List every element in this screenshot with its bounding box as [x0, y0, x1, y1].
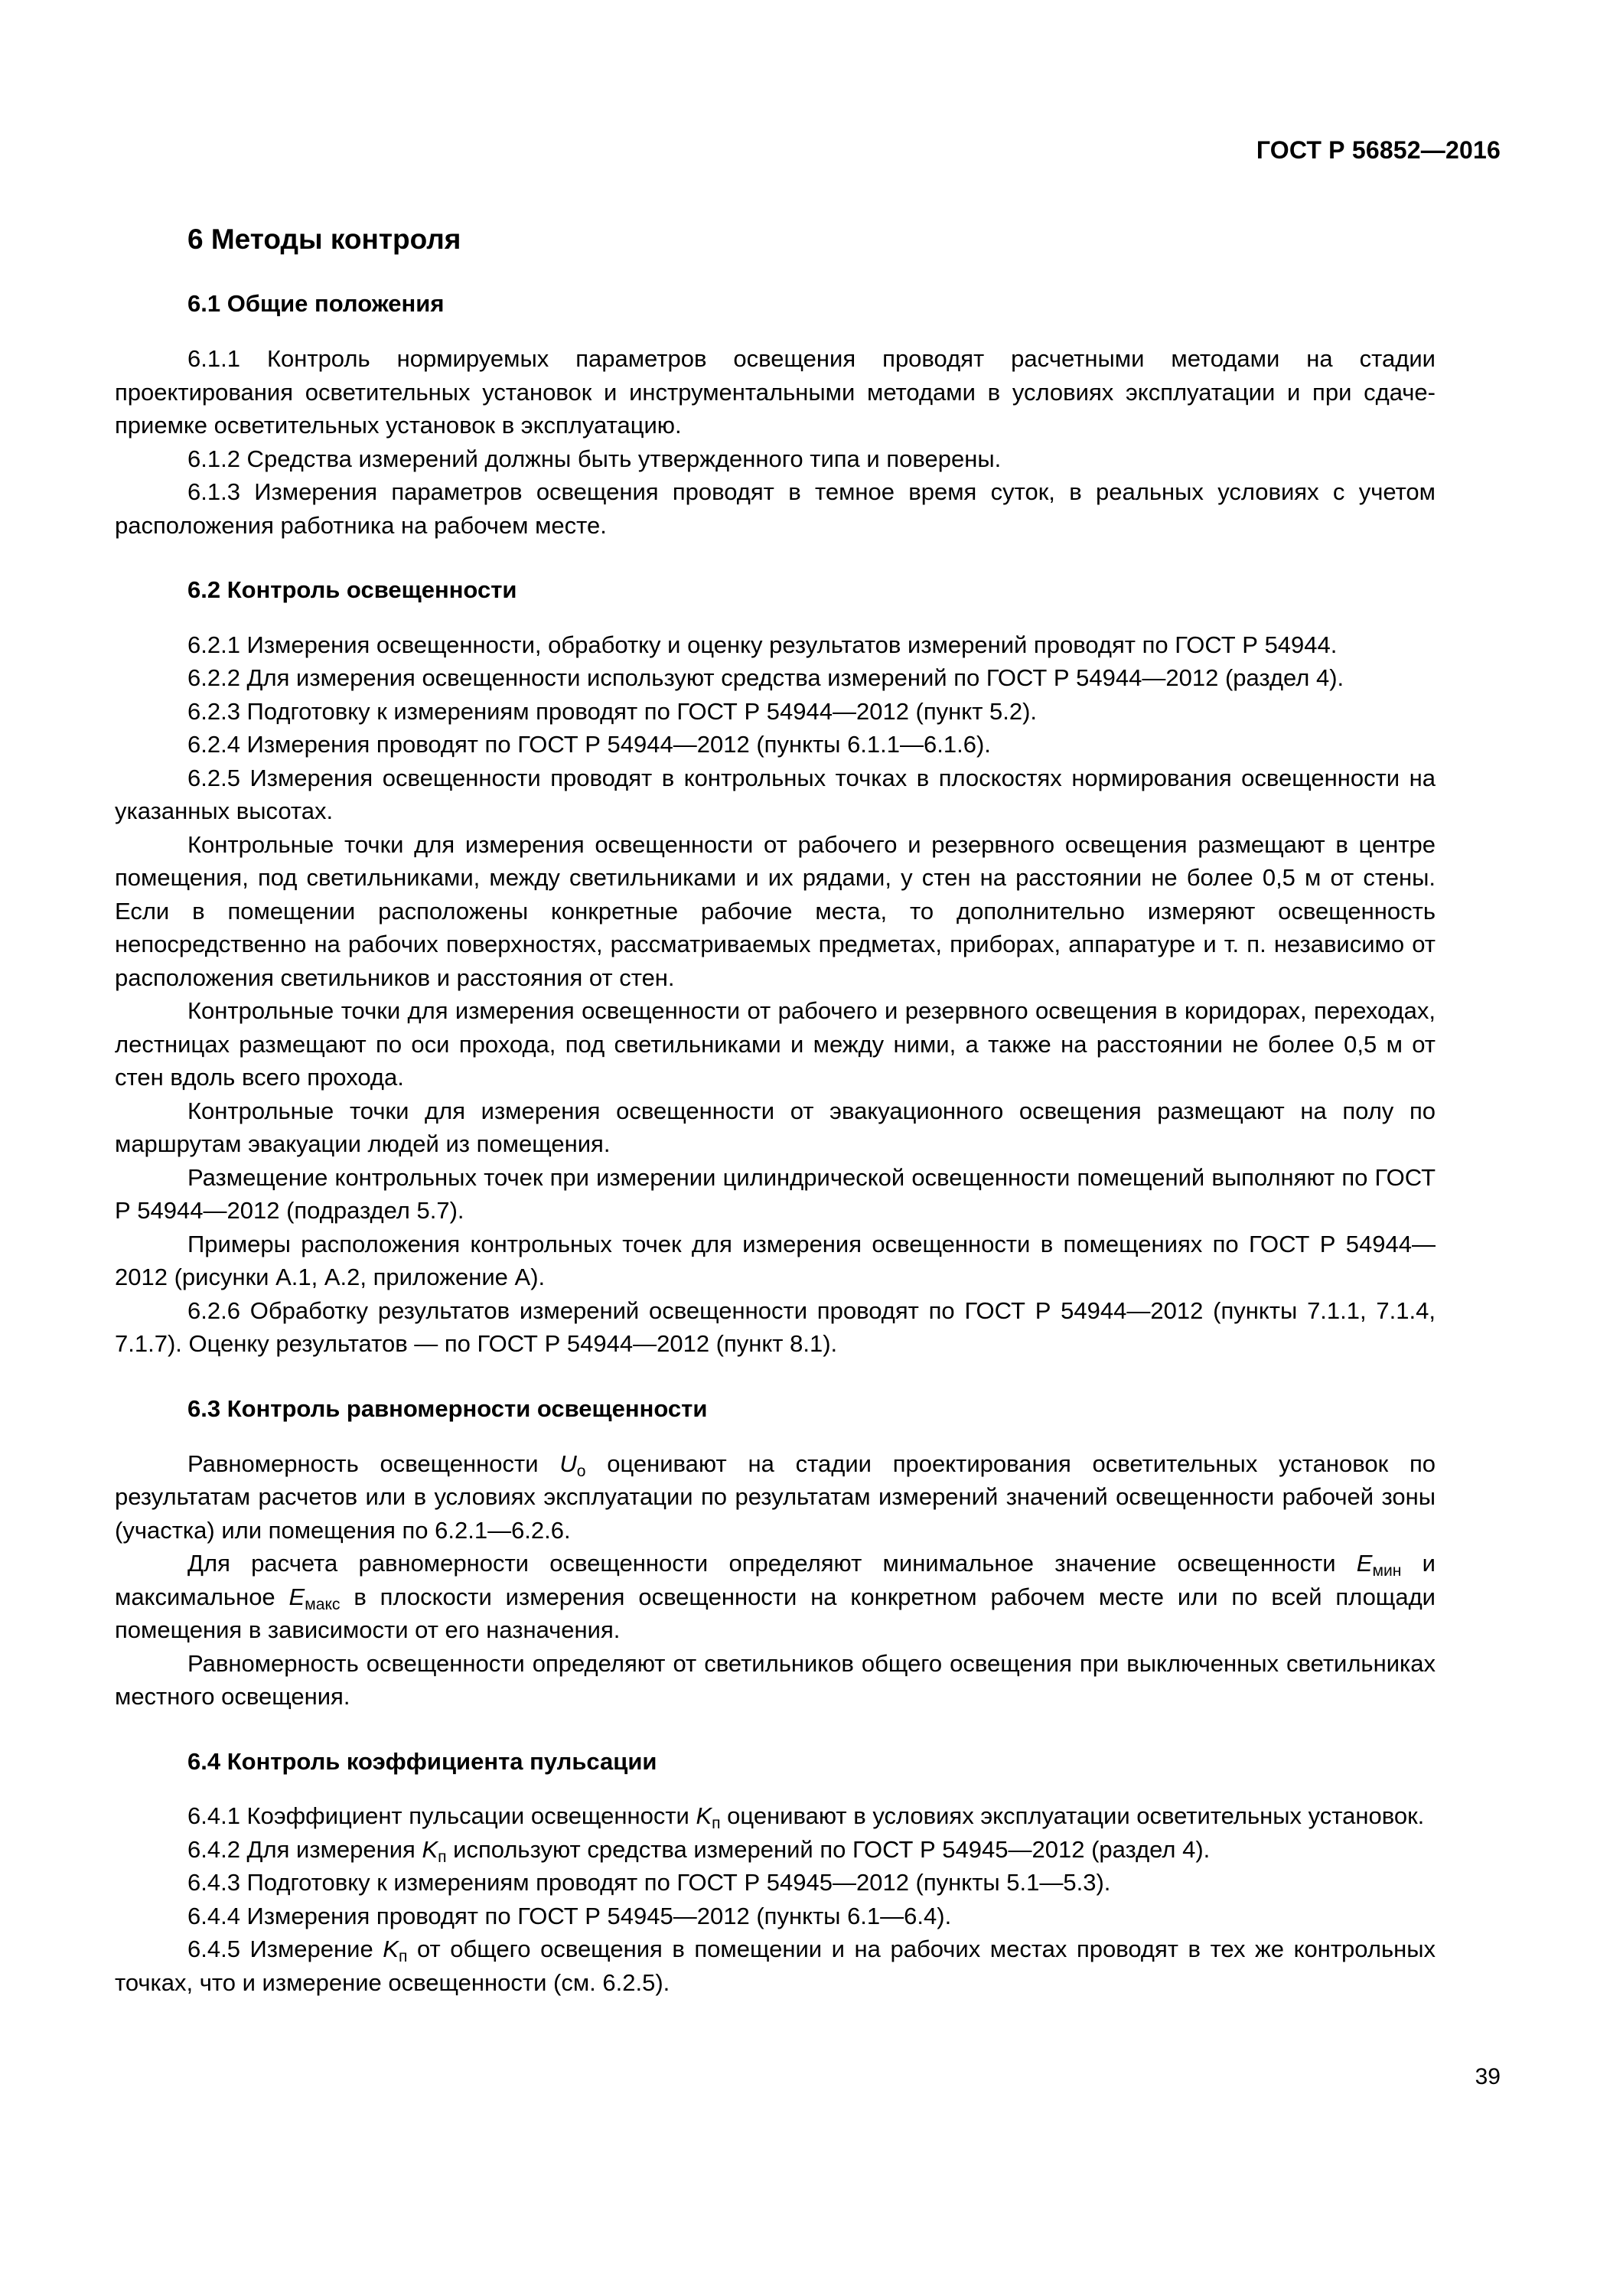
paragraph: Размещение контрольных точек при измерении цилиндрической освещенности помещений выполняют по ГОСТ Р 54944—2012 (подраздел 5.7). — [115, 1163, 1436, 1225]
spacer — [115, 1776, 1436, 1799]
spacer — [115, 1361, 1436, 1394]
page-content — [115, 222, 1436, 1999]
paragraph: 6.1.1 Контроль нормируемых параметров освещения проводят расчетными методами на стадии проектирования осветительных установок и инструментальными методами в условиях эксплуатации и при сдаче-приемке осветительных установок в эксплуатацию. — [115, 345, 1436, 439]
spacer — [115, 1714, 1436, 1747]
paragraph: 6.4.2 Для измерения $K_п$ используют средства измерений по ГОСТ Р 54945—2012 (раздел 4). — [187, 1835, 1211, 1866]
section-title: 6 Методы контроля — [187, 223, 461, 255]
variable-symbol: $E_{макс}$ — [288, 1583, 341, 1613]
paragraph: 6.4.5 Измерение $K_п$ от общего освещения в помещении и на рабочих местах проводят в тех же контрольных точках, что и измерение освещенности (см. 6.2.5). — [115, 1936, 1436, 1996]
paragraph: Контрольные точки для измерения освещенности от эвакуационного освещения размещают на полу по маршрутам эвакуации людей из помещения. — [115, 1097, 1436, 1158]
subsection-heading-6-1: 6.1 Общие положения — [187, 290, 445, 318]
page-header-standard-number: ГОСТ Р 56852—2016 — [1256, 136, 1501, 164]
paragraph: 6.2.6 Обработку результатов измерений освещенности проводят по ГОСТ Р 54944—2012 (пункты 7.1.1, 7.1.4, 7.1.7). Оценку результатов — по ГОСТ Р 54944—2012 (пункт 8.1). — [115, 1296, 1436, 1358]
paragraph: Примеры расположения контрольных точек для измерения освещенности в помещениях по ГОСТ Р 54944—2012 (рисунки А.1, А.2, приложение А). — [115, 1230, 1436, 1291]
spacer — [115, 257, 1436, 289]
spacer — [115, 1424, 1436, 1447]
variable-symbol: $K_п$ — [696, 1802, 721, 1833]
variable-symbol: $K_п$ — [383, 1936, 408, 1966]
spacer — [115, 605, 1436, 628]
variable-symbol: $E_{мин}$ — [1356, 1550, 1402, 1580]
paragraph: Равномерность освещенности $U_о$ оценивают на стадии проектирования осветительных установок по результатам расчетов или в условиях эксплуатации по результатам измерений значений освещенности рабочей зоны (участка) или помещения по 6.2.1—6.2.6. — [115, 1450, 1436, 1544]
variable-symbol: $K_п$ — [422, 1835, 447, 1866]
subsection-heading-6-3: 6.3 Контроль равномерности освещенности — [187, 1394, 708, 1422]
paragraph: 6.2.3 Подготовку к измерениям проводят по ГОСТ Р 54944—2012 (пункт 5.2). — [187, 697, 1038, 725]
subsection-heading-6-4: 6.4 Контроль коэффициента пульсации — [187, 1747, 657, 1775]
spacer — [115, 319, 1436, 342]
paragraph: 6.4.4 Измерения проводят по ГОСТ Р 54945—2012 (пункты 6.1—6.4). — [187, 1902, 952, 1929]
paragraph: 6.1.3 Измерения параметров освещения проводят в темное время суток, в реальных условиях с учетом расположения работника на рабочем месте. — [115, 478, 1436, 539]
variable-symbol: $U_о$ — [559, 1450, 586, 1480]
paragraph: 6.2.1 Измерения освещенности, обработку и оценку результатов измерений проводят по ГОСТ Р 54944. — [187, 631, 1338, 658]
subsection-heading-6-2: 6.2 Контроль освещенности — [187, 576, 517, 603]
paragraph: 6.2.4 Измерения проводят по ГОСТ Р 54944—2012 (пункты 6.1.1—6.1.6). — [187, 731, 991, 758]
paragraph: 6.4.1 Коэффициент пульсации освещенности $K_п$ оценивают в условиях эксплуатации осветительных установок. — [187, 1802, 1425, 1833]
page-number: 39 — [1475, 2064, 1501, 2089]
spacer — [115, 542, 1436, 576]
paragraph: 6.1.2 Средства измерений должны быть утвержденного типа и поверены. — [187, 445, 1002, 472]
paragraph: Равномерность освещенности определяют от светильников общего освещения при выключенных светильниках местного освещения. — [115, 1649, 1436, 1710]
paragraph: 6.4.3 Подготовку к измерениям проводят по ГОСТ Р 54945—2012 (пункты 5.1—5.3). — [187, 1869, 1111, 1896]
paragraph: 6.2.5 Измерения освещенности проводят в контрольных точках в плоскостях нормирования освещенности на указанных высотах. — [115, 764, 1436, 825]
paragraph: Для расчета равномерности освещенности определяют минимальное значение освещенности $E_{мин}$ и максимальное $E_{макс}$ в плоскости измерения освещенности на конкретном рабочем месте или по всей площади помещения в зависимости от его назначения. — [115, 1550, 1436, 1643]
paragraph: 6.2.2 Для измерения освещенности используют средства измерений по ГОСТ Р 54944—2012 (раздел 4). — [187, 664, 1344, 692]
paragraph: Контрольные точки для измерения освещенности от рабочего и резервного освещения в коридорах, переходах, лестницах размещают по оси прохода, под светильниками и между ними, а также на расстоянии не более 0,5 м от стен вдоль всего прохода. — [115, 997, 1436, 1091]
paragraph: Контрольные точки для измерения освещенности от рабочего и резервного освещения размещают в центре помещения, под светильниками, между светильниками и их рядами, у стен на расстоянии не более 0,5 м от стены. Если в помещении расположены конкретные рабочие места, то дополнительно измеряют освещенность непосредственно на рабочих поверхностях, рассматриваемых предметах, приборах, аппаратуре и т. п. независимо от расположения светильников и расстояния от стен. — [115, 830, 1436, 991]
